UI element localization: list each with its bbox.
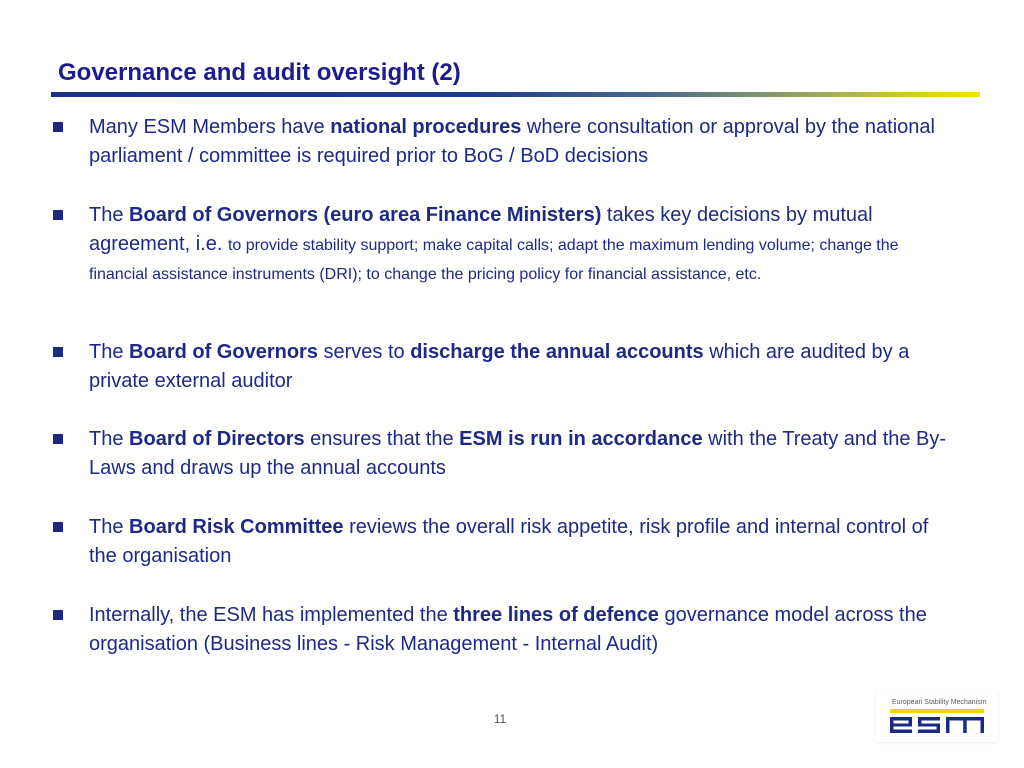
esm-logo — [876, 690, 998, 742]
bullet-text: Many ESM Members have national procedures where consultation or approval by the national parliament / committee is required prior to BoG / BoD decisions — [89, 116, 935, 167]
esm-wordmark-icon — [890, 709, 986, 735]
bullet-text: The Board of Governors serves to discharge the annual accounts which are audited by a private external auditor — [89, 341, 910, 392]
square-bullet-icon — [53, 434, 63, 444]
slide-title: Governance and audit oversight (2) — [58, 59, 461, 86]
square-bullet-icon — [53, 347, 63, 357]
page-number: 11 — [493, 712, 507, 726]
bullet-text: The Board of Governors (euro area Finance Ministers) takes key decisions by mutual agreement, i.e. to provide stability support; make capital calls; adapt the maximum lending volume; change the financial assistance instruments (DRI); to change the pricing policy for financial assistance, etc. — [89, 204, 899, 283]
square-bullet-icon — [53, 210, 63, 220]
square-bullet-icon — [53, 610, 63, 620]
square-bullet-icon — [53, 122, 63, 132]
bullet-text: The Board of Directors ensures that the ESM is run in accordance with the Treaty and the By-Laws and draws up the annual accounts — [89, 428, 947, 479]
bullet-text: The Board Risk Committee reviews the overall risk appetite, risk profile and internal control of the organisation — [89, 516, 929, 567]
bullet-text: Internally, the ESM has implemented the three lines of defence governance model across the organisation (Business lines - Risk Management - Internal Audit) — [89, 604, 927, 655]
logo-tagline: European Stability Mechanism — [892, 699, 987, 706]
square-bullet-icon — [53, 522, 63, 532]
